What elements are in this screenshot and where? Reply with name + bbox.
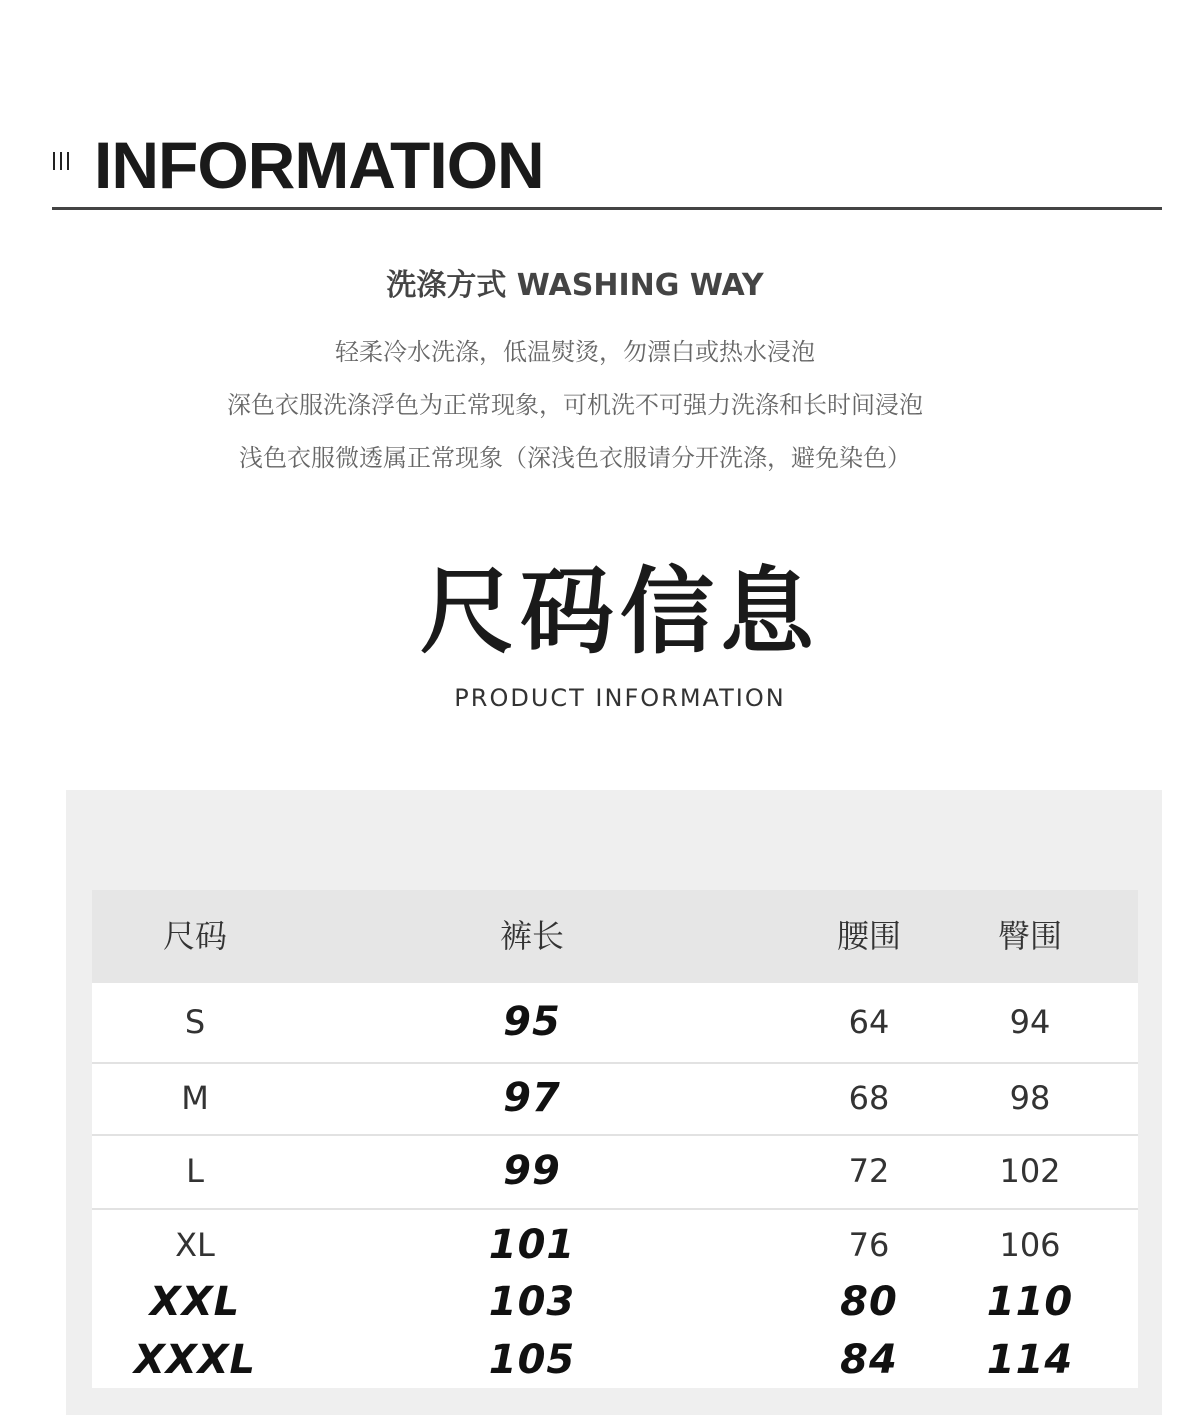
size-cell: XXXL	[133, 1337, 257, 1383]
row-divider	[92, 1062, 1138, 1064]
hip-cell: 98	[1009, 1079, 1051, 1117]
row-divider	[92, 1208, 1138, 1210]
hip-cell: 106	[999, 1226, 1061, 1264]
size-cell: L	[186, 1152, 204, 1190]
washing-line: 深色衣服洗涤浮色为正常现象，可机洗不可强力洗涤和长时间浸泡	[227, 391, 923, 419]
washing-line: 浅色衣服微透属正常现象（深浅色衣服请分开洗涤，避免染色）	[239, 444, 911, 472]
header-pants-length: 裤长	[499, 917, 565, 955]
row-divider	[92, 1134, 1138, 1136]
hip-cell: 102	[999, 1152, 1061, 1190]
hip-cell: 94	[1009, 1003, 1051, 1041]
pants-length-cell: 103	[488, 1279, 576, 1325]
size-cell: XL	[175, 1226, 215, 1264]
waist-cell: 76	[848, 1226, 890, 1264]
size-table-header	[92, 890, 1138, 983]
information-title: INFORMATION	[94, 128, 544, 202]
size-cell: M	[181, 1079, 209, 1117]
header-size: 尺码	[162, 917, 228, 955]
hip-cell: 114	[986, 1337, 1074, 1383]
size-info-subtitle: PRODUCT INFORMATION	[454, 684, 786, 712]
waist-cell: 64	[848, 1003, 890, 1041]
size-cell: XXL	[149, 1279, 241, 1325]
washing-section	[0, 262, 1150, 485]
barcode-lines-icon	[52, 150, 74, 172]
pants-length-cell: 97	[503, 1075, 561, 1121]
header-waist: 腰围	[836, 917, 902, 955]
size-table	[92, 890, 1138, 1388]
waist-cell: 72	[848, 1152, 890, 1190]
hip-cell: 110	[986, 1279, 1074, 1325]
header-hip: 臀围	[997, 917, 1063, 955]
pants-length-cell: 101	[488, 1222, 576, 1268]
pants-length-cell: 95	[503, 999, 561, 1045]
size-cell: S	[184, 1003, 206, 1041]
pants-length-cell: 105	[488, 1337, 576, 1383]
size-info-title: 尺码信息	[419, 558, 820, 667]
waist-cell: 84	[840, 1337, 898, 1383]
pants-length-cell: 99	[503, 1148, 561, 1194]
header-divider	[52, 207, 1162, 210]
waist-cell: 80	[840, 1279, 898, 1325]
washing-line: 轻柔冷水洗涤，低温熨烫，勿漂白或热水浸泡	[335, 338, 815, 366]
washing-title: 洗涤方式 WASHING WAY	[386, 268, 764, 303]
waist-cell: 68	[848, 1079, 890, 1117]
washing-instructions	[0, 326, 1150, 485]
